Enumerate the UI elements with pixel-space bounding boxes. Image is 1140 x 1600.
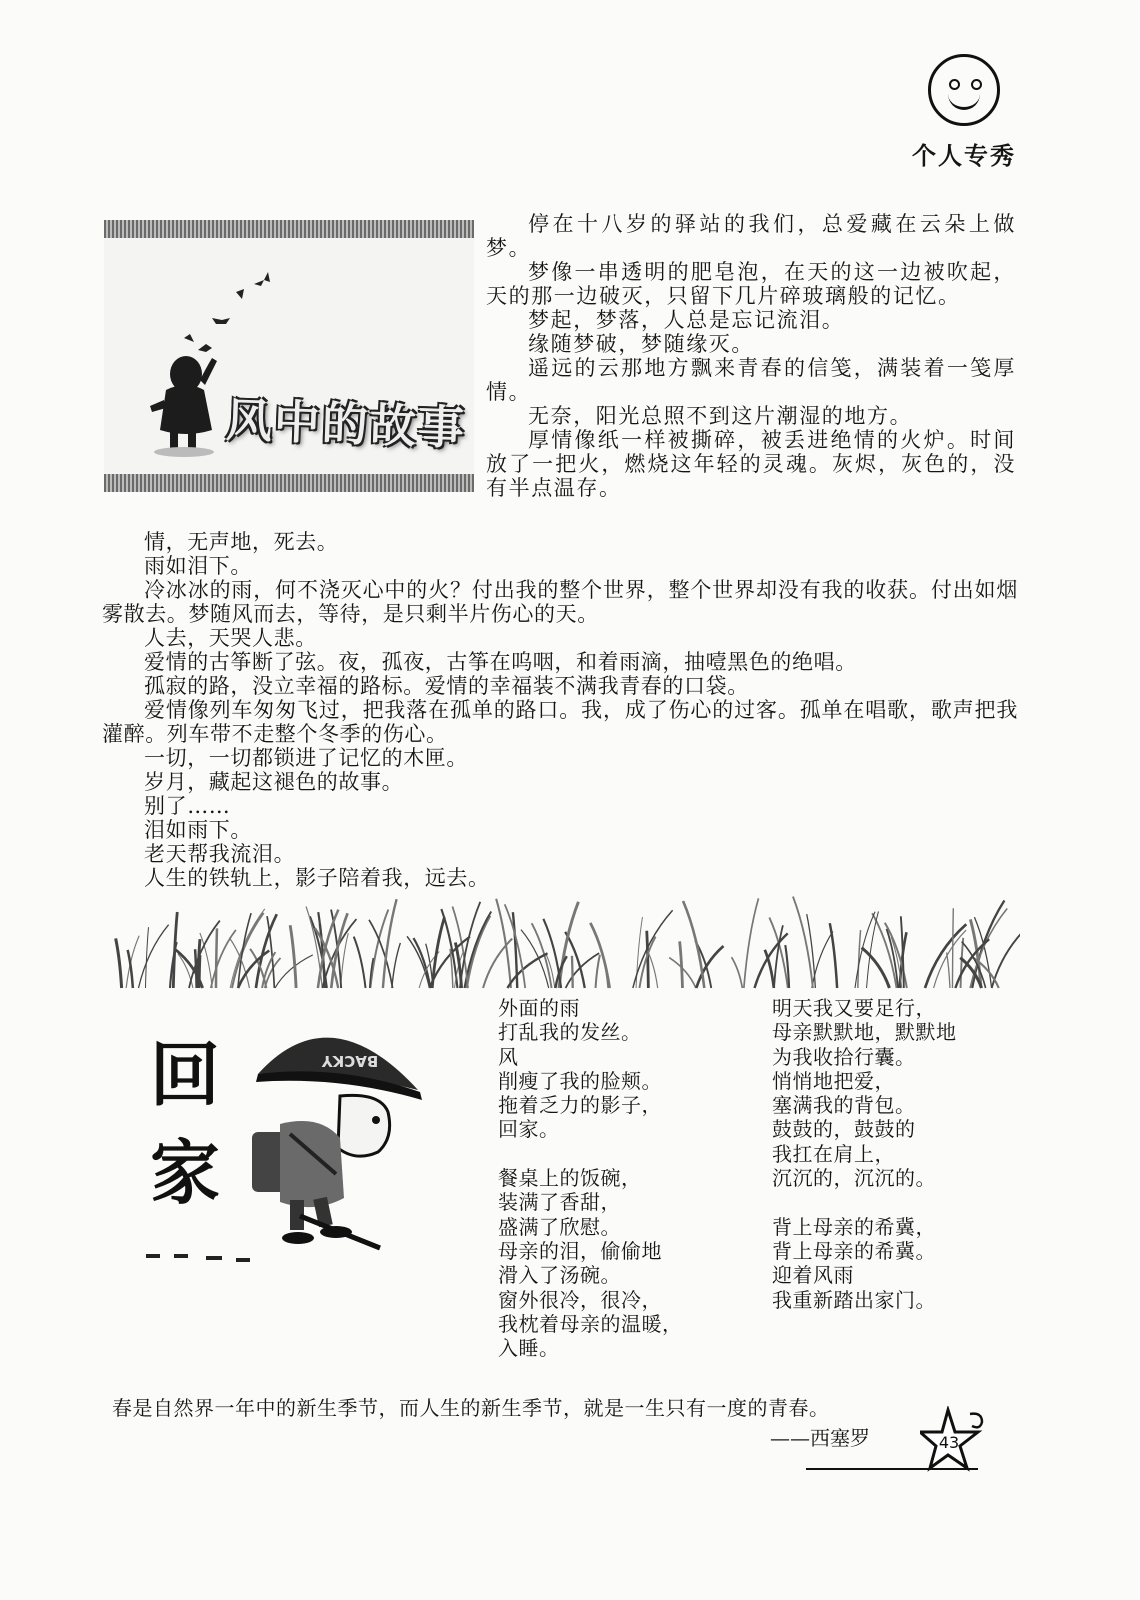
poem-column-1	[498, 996, 748, 1360]
grass-blade	[559, 902, 578, 988]
poem-line: 拖着乏力的影子，	[498, 1093, 662, 1118]
poem-line: 背上母亲的希冀，	[772, 1214, 936, 1239]
grass-blade	[961, 938, 964, 988]
poem-line: 我重新踏出家门。	[772, 1287, 936, 1312]
grass-blade	[290, 925, 296, 988]
grass-blade	[392, 943, 401, 988]
soldier-walking-illustration	[140, 1004, 440, 1294]
grass-blade	[830, 923, 837, 988]
story2-title-char2: 家	[150, 1132, 220, 1214]
paragraph: 厚情像纸一样被撕碎，被丢进绝情的火炉。时间放了一把火，燃烧这年轻的灵魂。灰烬，灰色的，没有半点温存。	[486, 428, 1016, 500]
grass-blade	[370, 910, 388, 988]
story1-text-full	[102, 530, 1018, 890]
poem-column-2	[772, 996, 1012, 1312]
poem-line	[498, 1142, 748, 1166]
grass-blade	[216, 928, 217, 988]
smiley-face-icon	[928, 54, 1000, 126]
grass-blade	[744, 898, 759, 988]
poem-line: 窗外很冷，很冷，	[498, 1287, 662, 1312]
poem-line: 鼓鼓的，鼓鼓的	[772, 1117, 916, 1142]
grass-blade	[596, 955, 600, 988]
smiley-mouth	[948, 89, 980, 110]
paragraph: 岁月，藏起这褪色的故事。	[144, 770, 404, 794]
paragraph: 泪如雨下。	[144, 818, 252, 842]
section-tag: 个人专秀	[912, 142, 1016, 170]
poem-line: 母亲的泪，偷偷地	[498, 1238, 662, 1263]
paragraph: 爱情的古筝断了弦。夜，孤夜，古筝在呜咽，和着雨滴，抽噎黑色的绝唱。	[144, 650, 857, 674]
paragraph: 梦像一串透明的肥皂泡，在天的这一边被吹起，天的那一边破灭，只留下几片碎玻璃般的记忆。	[486, 260, 1016, 308]
story1-banner	[104, 220, 474, 492]
paragraph: 雨如泪下。	[144, 554, 252, 578]
poem-line: 餐桌上的饭碗，	[498, 1166, 642, 1191]
grass-blade	[566, 953, 600, 988]
helmet-label: BACKY	[321, 1052, 379, 1070]
grass-blade	[354, 937, 366, 988]
poem-line: 明天我又要足行，	[772, 996, 936, 1020]
poem-line: 背上母亲的希冀。	[772, 1238, 936, 1263]
poem-line: 迎着风雨	[772, 1263, 854, 1288]
grass-blade	[116, 938, 122, 988]
grass-blade	[952, 908, 953, 988]
story2-title-char1: 回	[150, 1034, 220, 1116]
footer-quote: 春是自然界一年中的新生季节，而人生的新生季节，就是一生只有一度的青春。	[112, 1396, 830, 1420]
poem-line: 塞满我的背包。	[772, 1093, 916, 1118]
poem-line: 沉沉的，沉沉的。	[772, 1166, 936, 1191]
grass-blade	[947, 952, 950, 988]
poem-line	[772, 1190, 1012, 1214]
poem-line: 母亲默默地，默默地	[772, 1020, 957, 1045]
grass-blade	[862, 948, 890, 988]
grass-blade	[507, 953, 547, 988]
poem-line: 我扛在肩上，	[772, 1141, 895, 1166]
paragraph: 无奈，阳光总照不到这片潮湿的地方。	[528, 404, 913, 428]
poem-line: 打乱我的发丝。	[498, 1020, 642, 1045]
poem-line: 削瘦了我的脸颊。	[498, 1068, 662, 1093]
paragraph: 冷冰冰的雨，何不浇灭心中的火？付出我的整个世界，整个世界却没有我的收获。付出如烟雾散去。梦随风而去，等待，是只剩半片伤心的天。	[102, 578, 1018, 626]
paragraph: 老天帮我流泪。	[144, 842, 296, 866]
poem-line: 盛满了欣慰。	[498, 1214, 621, 1239]
paragraph: 梦起，梦落，人总是忘记流泪。	[528, 308, 845, 332]
paragraph: 别了……	[144, 794, 231, 818]
page-number: 43	[938, 1433, 960, 1452]
paragraph: 人去，天哭人悲。	[144, 626, 317, 650]
paragraph: 遥远的云那地方飘来青春的信笺，满装着一笺厚情。	[486, 356, 1016, 404]
paragraph: 情，无声地，死去。	[144, 530, 339, 554]
grass-blade	[992, 930, 1020, 988]
poem-line: 悄悄地把爱，	[772, 1068, 895, 1093]
poem-line: 外面的雨	[498, 996, 580, 1020]
paragraph: 缘随梦破，梦随缘灭。	[528, 332, 754, 356]
paragraph: 人生的铁轨上，影子陪着我，远去。	[144, 866, 490, 890]
grass-decoration	[100, 890, 1020, 990]
grass-blade	[732, 957, 743, 988]
paragraph: 孤寂的路，没立幸福的路标。爱情的幸福装不满我青春的口袋。	[144, 674, 749, 698]
poem-line: 我枕着母亲的温暖，	[498, 1311, 683, 1336]
story1-title: 风中的故事	[225, 392, 467, 456]
page-number-star-icon	[920, 1406, 992, 1478]
paragraph: 停在十八岁的驿站的我们，总爱藏在云朵上做梦。	[486, 212, 1016, 260]
poem-line: 回家。	[498, 1117, 560, 1142]
grass-blade	[793, 897, 813, 988]
poem-line: 为我收拾行囊。	[772, 1044, 916, 1069]
poem-line: 风	[498, 1044, 519, 1069]
poem-line: 装满了香甜，	[498, 1190, 621, 1215]
story1-text-right	[486, 212, 1016, 500]
paragraph: 一切，一切都锁进了记忆的木匣。	[144, 746, 468, 770]
paragraph: 爱情像列车匆匆飞过，把我落在孤单的路口。我，成了伤心的过客。孤单在唱歌，歌声把我灌醉。列车带不走整个冬季的伤心。	[102, 698, 1018, 746]
grass-blade	[572, 956, 573, 988]
poem-line: 入睡。	[498, 1336, 560, 1361]
footer-author: ——西塞罗	[770, 1426, 870, 1450]
grass-blade	[341, 933, 349, 988]
grass-blade	[680, 941, 683, 988]
poem-line: 滑入了汤碗。	[498, 1263, 621, 1288]
grass-blade	[138, 925, 168, 988]
